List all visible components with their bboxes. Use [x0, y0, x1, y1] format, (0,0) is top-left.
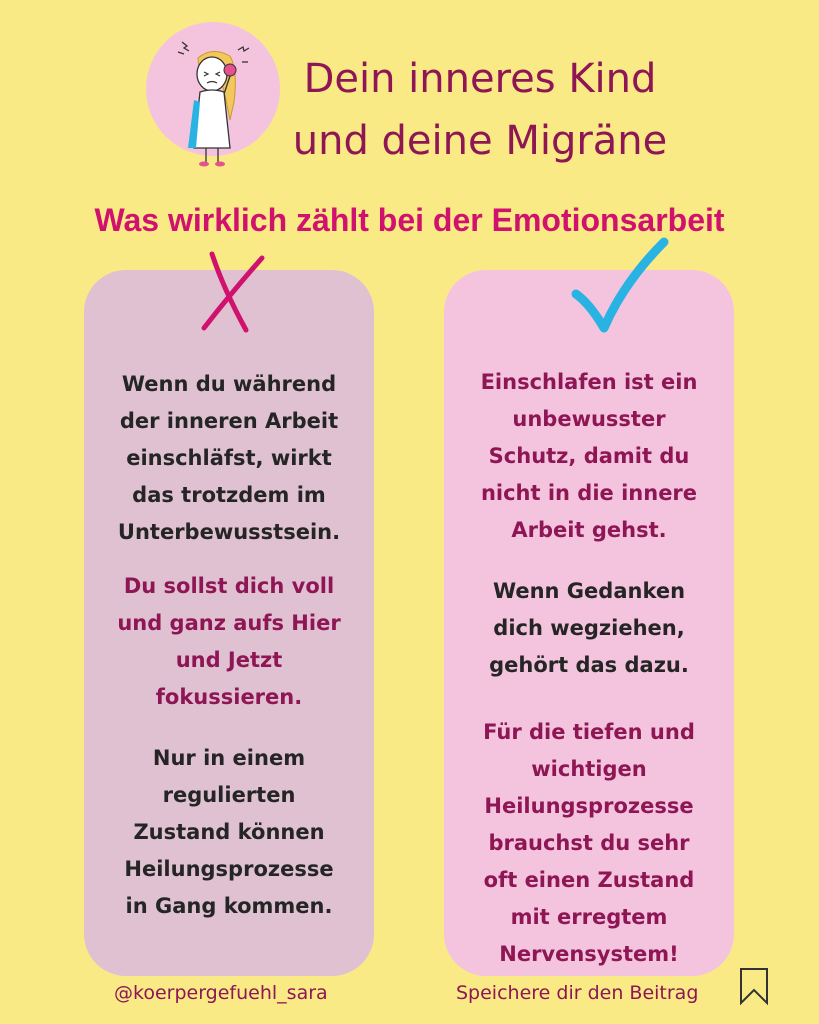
text-line: Einschlafen ist ein [480, 370, 698, 394]
page-title [270, 48, 690, 172]
text-line: in Gang kommen. [125, 894, 333, 918]
text-line: Für die tiefen und [483, 720, 695, 744]
text-line: Heilungsprozesse [484, 794, 694, 818]
subtitle: Was wirklich zählt bei der Emotionsarbeit [94, 202, 725, 238]
text-line: Wenn Gedanken [492, 579, 686, 603]
text-line: unbewusster [512, 407, 666, 431]
text-line: wichtigen [531, 757, 647, 781]
right-paragraph-2 [444, 573, 734, 684]
instagram-handle[interactable]: @koerpergefuehl_sara [114, 982, 328, 1004]
bookmark-icon[interactable] [738, 966, 770, 1006]
text-line: Unterbewusstsein. [117, 520, 341, 544]
text-line: und ganz aufs Hier [117, 611, 341, 635]
text-line: Arbeit gehst. [511, 518, 667, 542]
text-line: fokussieren. [155, 685, 303, 709]
text-line: Nervensystem! [499, 942, 679, 966]
text-line: gehört das dazu. [489, 653, 689, 677]
text-line: Zustand können [133, 820, 325, 844]
x-mark-icon [200, 250, 270, 334]
text-line: das trotzdem im [132, 483, 326, 507]
migraine-figure-illustration [160, 30, 270, 170]
right-paragraph-3 [444, 714, 734, 973]
left-paragraph-2 [84, 568, 374, 716]
left-paragraph-3 [84, 740, 374, 925]
title-line-1: Dein inneres Kind [303, 56, 657, 102]
text-line: Schutz, damit du [488, 444, 690, 468]
save-post-text: Speichere dir den Beitrag [456, 982, 699, 1004]
text-line: Nur in einem [152, 746, 306, 770]
text-line: einschläfst, wirkt [126, 446, 332, 470]
text-line: dich wegziehen, [493, 616, 685, 640]
text-line: Heilungsprozesse [124, 857, 334, 881]
text-line: Du sollst dich voll [123, 574, 335, 598]
right-paragraph-1 [444, 364, 734, 549]
text-line: brauchst du sehr [488, 831, 690, 855]
text-line: nicht in die innere [480, 481, 698, 505]
title-line-2: und deine Migräne [292, 118, 668, 164]
text-line: mit erregtem [510, 905, 668, 929]
left-paragraph-1 [84, 366, 374, 551]
text-line: regulierten [162, 783, 296, 807]
text-line: und Jetzt [175, 648, 283, 672]
text-line: oft einen Zustand [483, 868, 695, 892]
text-line: der inneren Arbeit [119, 409, 339, 433]
checkmark-icon [570, 236, 670, 336]
text-line: Wenn du während [121, 372, 337, 396]
